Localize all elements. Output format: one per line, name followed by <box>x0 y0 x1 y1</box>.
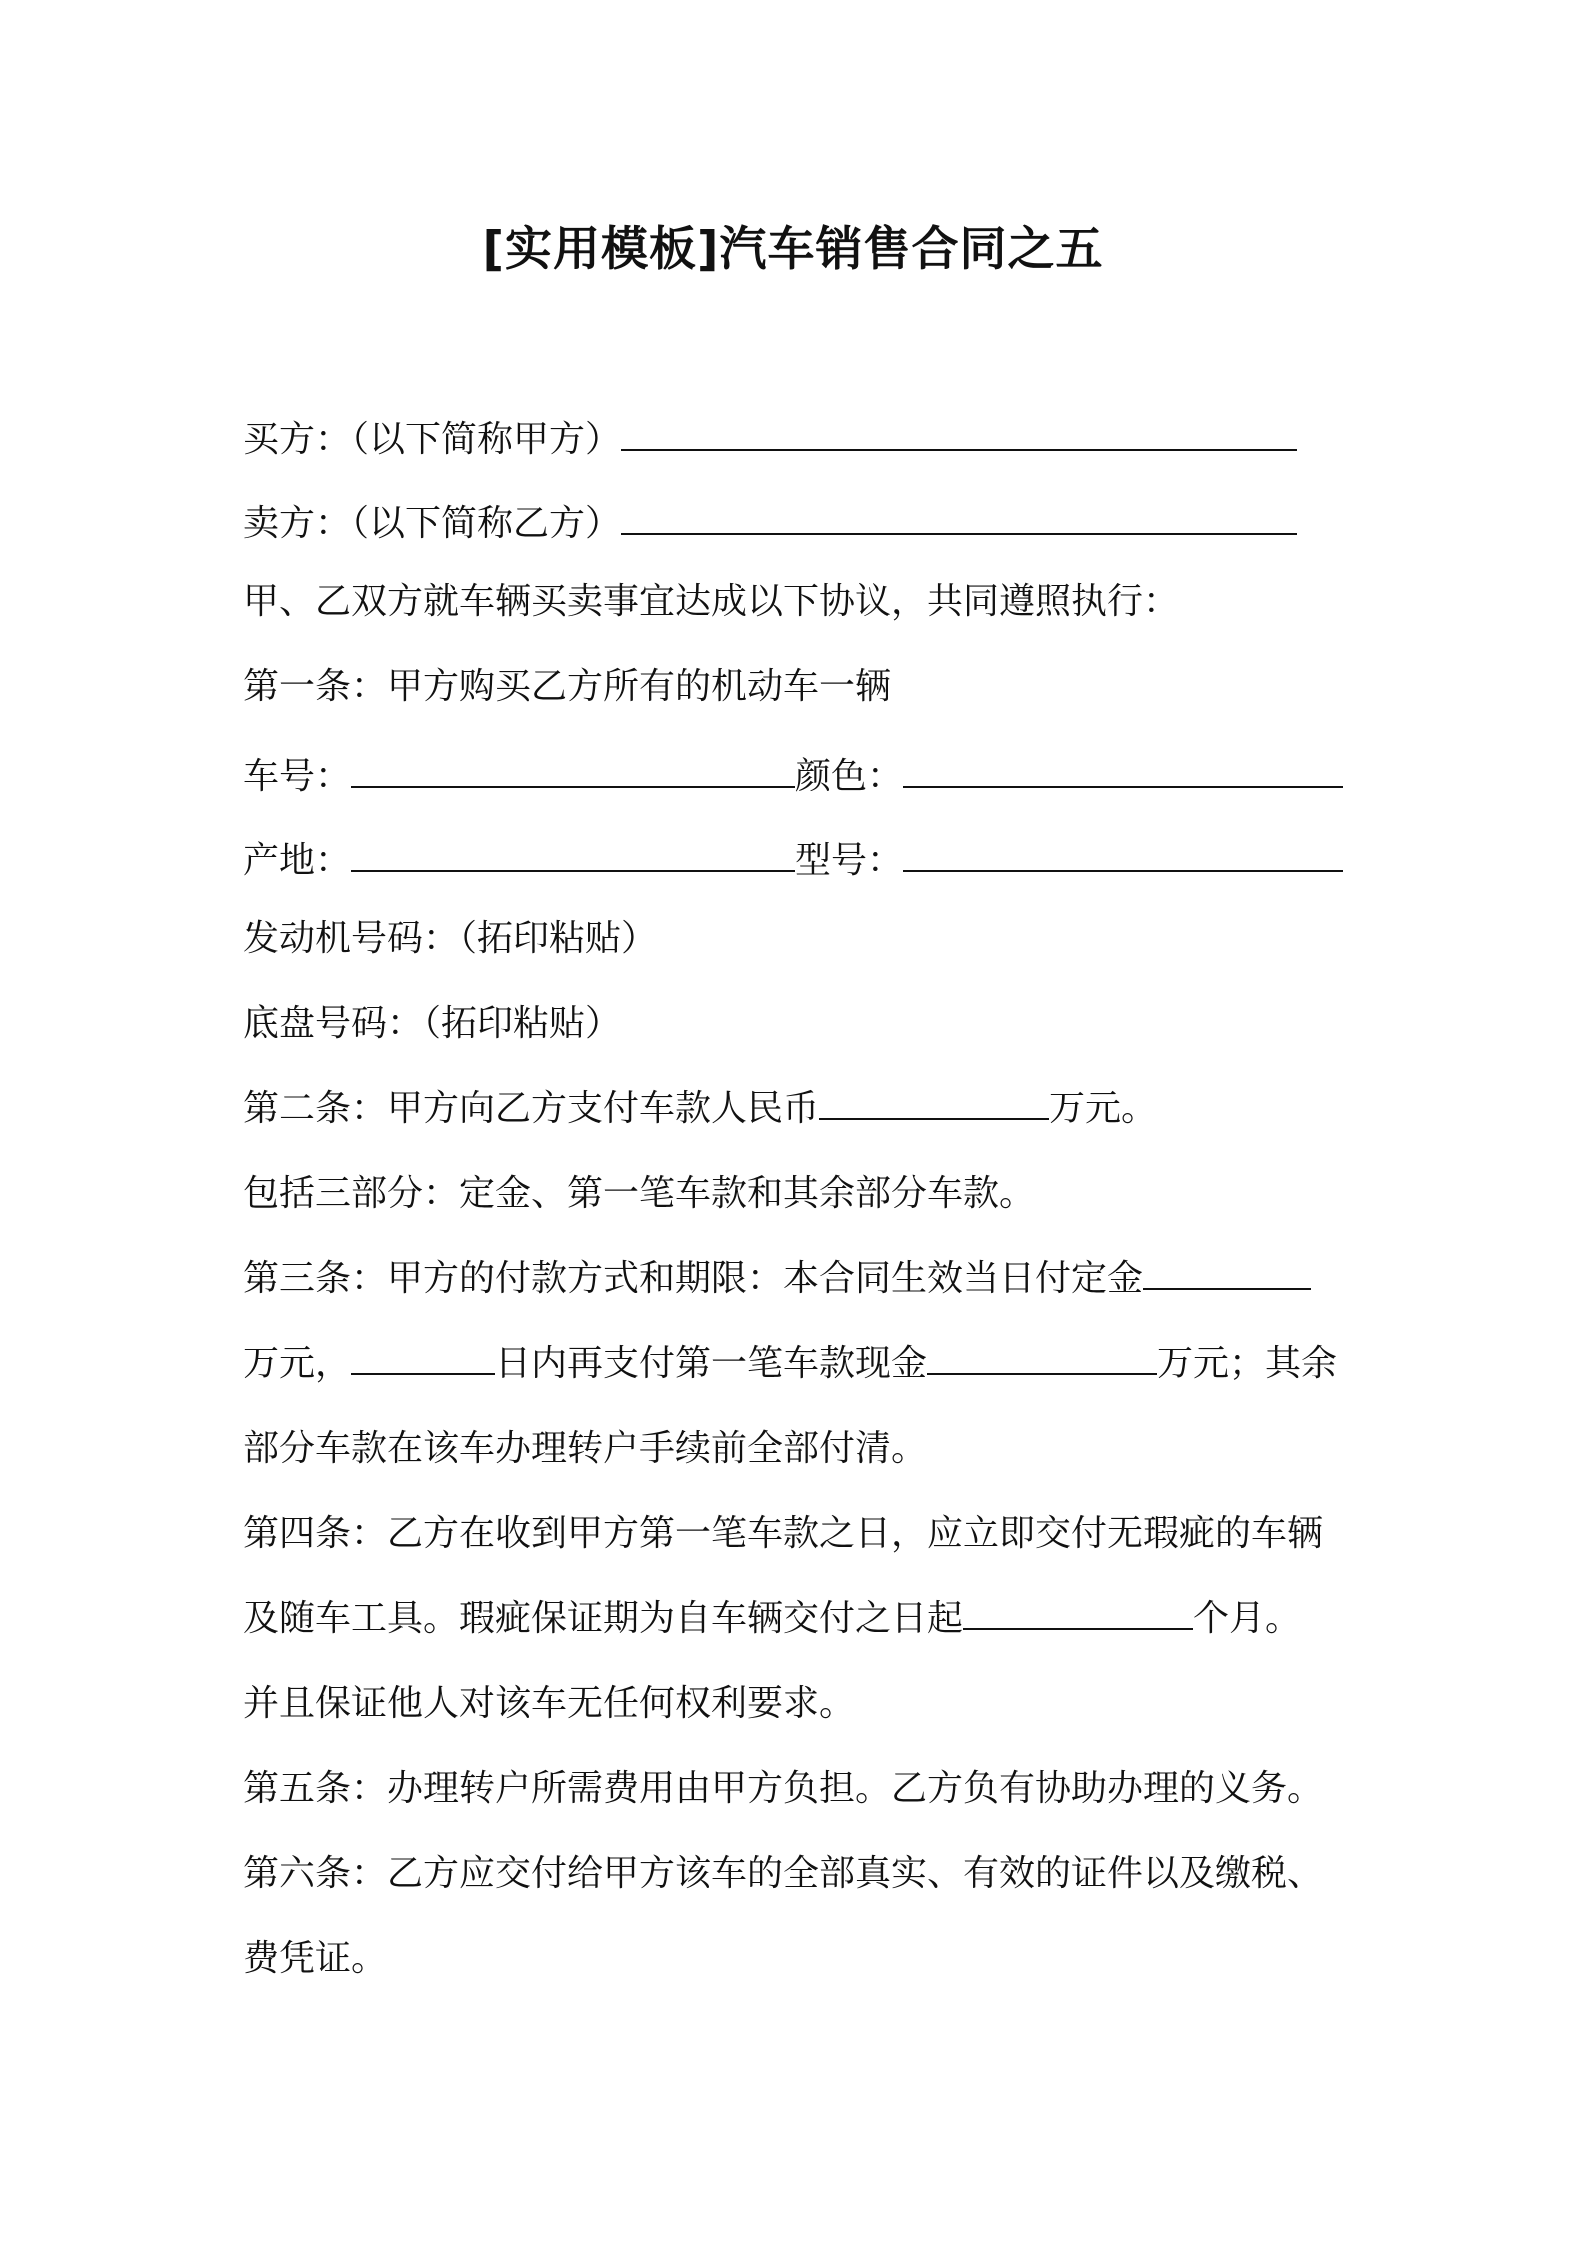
first-payment-blank[interactable] <box>927 1343 1157 1375</box>
preamble: 甲、乙双方就车辆买卖事宜达成以下协议，共同遵照执行： <box>243 581 1180 622</box>
article-3-text-2c: 万元；其余 <box>1157 1343 1338 1384</box>
article-6-line-1: 第六条：乙方应交付给甲方该车的全部真实、有效的证件以及缴税、 <box>243 1853 1324 1894</box>
article-1-heading: 第一条：甲方购买乙方所有的机动车一辆 <box>243 666 892 707</box>
article-4-line-2 <box>243 1597 1301 1641</box>
plate-blank[interactable] <box>351 756 795 788</box>
buyer-line <box>243 418 1297 462</box>
chassis-number: 底盘号码：（拓印粘贴） <box>243 1003 622 1044</box>
deposit-blank[interactable] <box>1143 1258 1311 1290</box>
warranty-months-blank[interactable] <box>963 1598 1193 1630</box>
article-3-text-2b: 日内再支付第一笔车款现金 <box>495 1343 928 1384</box>
article-2-suffix: 万元。 <box>1049 1088 1158 1129</box>
document-title: [实用模板]汽车销售合同之五 <box>482 222 1104 277</box>
seller-line <box>243 502 1297 546</box>
article-4-text-2a: 及随车工具。瑕疵保证期为自车辆交付之日起 <box>243 1598 964 1639</box>
plate-label: 车号： <box>243 756 352 797</box>
buyer-blank[interactable] <box>621 419 1297 451</box>
article-6-line-2: 费凭证。 <box>243 1938 388 1979</box>
color-label: 颜色： <box>795 756 904 797</box>
plate-color-line <box>243 755 1343 799</box>
article-4-line-1: 第四条：乙方在收到甲方第一笔车款之日，应立即交付无瑕疵的车辆 <box>243 1513 1324 1554</box>
article-2-prefix: 第二条：甲方向乙方支付车款人民币 <box>243 1088 820 1129</box>
model-blank[interactable] <box>903 840 1343 872</box>
days-blank[interactable] <box>351 1343 495 1375</box>
article-3-line-3: 部分车款在该车办理转户手续前全部付清。 <box>243 1428 928 1469</box>
article-4-line-3: 并且保证他人对该车无任何权利要求。 <box>243 1683 856 1724</box>
article-3-text-2a: 万元， <box>243 1343 352 1384</box>
buyer-label: 买方：（以下简称甲方） <box>243 419 622 460</box>
engine-number: 发动机号码：（拓印粘贴） <box>243 918 658 959</box>
model-label: 型号： <box>795 840 904 881</box>
article-3-line-1 <box>243 1257 1311 1301</box>
article-3-text-1: 第三条：甲方的付款方式和期限：本合同生效当日付定金 <box>243 1258 1144 1299</box>
article-2-parts: 包括三部分：定金、第一笔车款和其余部分车款。 <box>243 1173 1036 1214</box>
price-blank[interactable] <box>819 1088 1049 1120</box>
article-5: 第五条：办理转户所需费用由甲方负担。乙方负有协助办理的义务。 <box>243 1768 1324 1809</box>
article-3-line-2 <box>243 1342 1337 1386</box>
origin-label: 产地： <box>243 840 352 881</box>
seller-blank[interactable] <box>621 503 1297 535</box>
origin-model-line <box>243 839 1343 883</box>
article-2-line <box>243 1087 1157 1131</box>
article-4-text-2b: 个月。 <box>1193 1598 1302 1639</box>
seller-label: 卖方：（以下简称乙方） <box>243 503 622 544</box>
color-blank[interactable] <box>903 756 1343 788</box>
origin-blank[interactable] <box>351 840 795 872</box>
